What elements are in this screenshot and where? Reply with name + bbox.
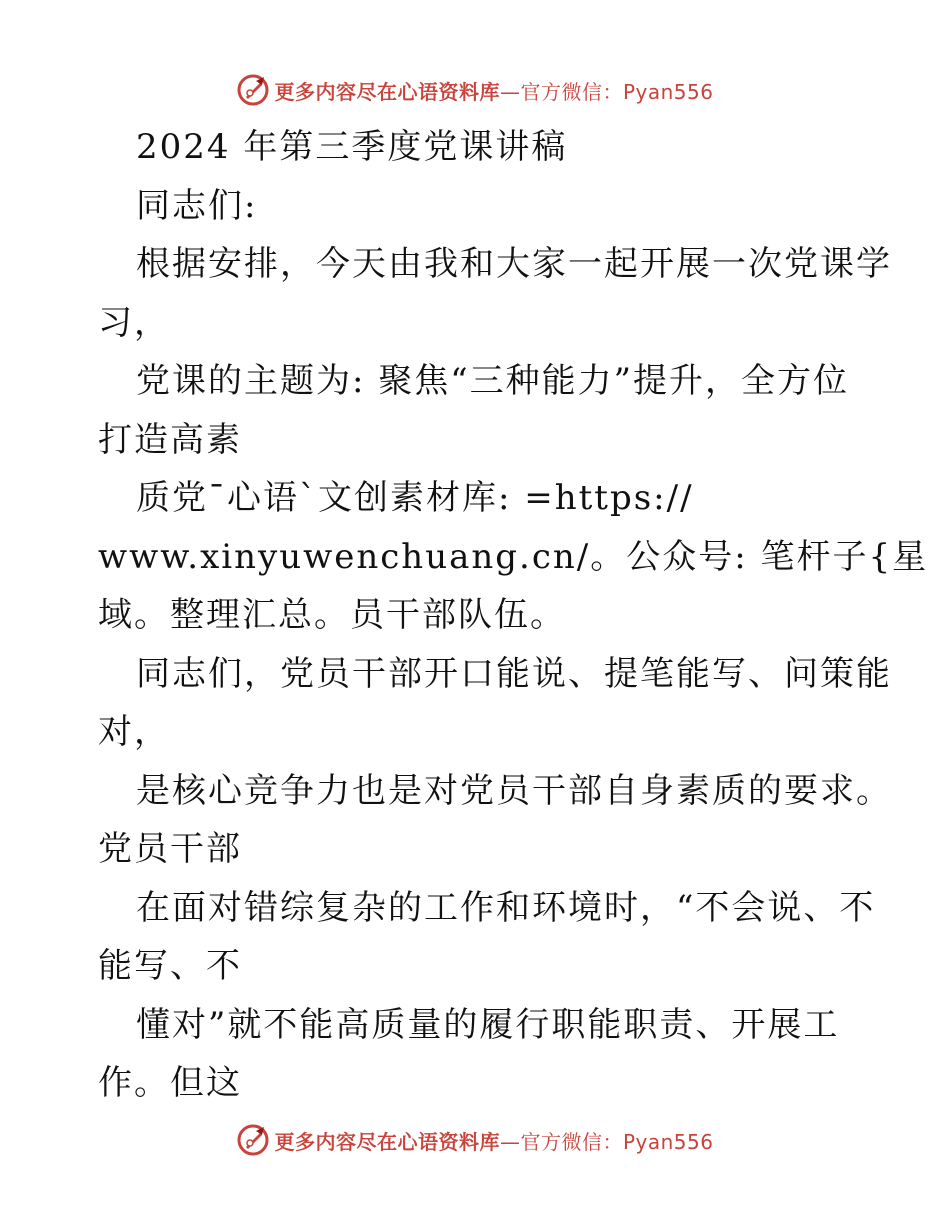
paragraph-line: 能写、不 xyxy=(98,946,242,986)
paragraph-line: 域。整理汇总。员干部队伍。 xyxy=(98,595,566,635)
paragraph-line: 是核心竞争力也是对党员干部自身素质的要求。 xyxy=(136,770,892,811)
document-body xyxy=(98,118,929,1113)
banner-sep: — xyxy=(499,79,521,104)
banner-main: 更多内容尽在心语资料库 xyxy=(274,79,500,104)
paragraph-line: 党员干部 xyxy=(98,829,242,869)
banner-text xyxy=(274,1126,713,1155)
banner-main: 更多内容尽在心语资料库 xyxy=(274,1129,500,1154)
logo-icon xyxy=(236,1123,270,1157)
paragraph-line: 懂对”就不能高质量的履行职能职责、开展工 xyxy=(136,1004,840,1045)
banner-sep: — xyxy=(499,1129,521,1154)
paragraph-line: 根据安排，今天由我和大家一起开展一次党课学 xyxy=(136,244,892,284)
paragraph-line: 习， xyxy=(98,302,170,343)
paragraph-line: 对， xyxy=(98,712,170,752)
doc-title: 2024 年第三季度党课讲稿 xyxy=(136,127,568,167)
logo-icon xyxy=(236,73,270,107)
header-banner xyxy=(0,70,950,110)
paragraph-line: 打造高素 xyxy=(98,419,242,460)
banner-wechat: 官方微信：Pyan556 xyxy=(520,79,714,104)
paragraph-line: www.xinyuwenchuang.cn/。公众号: 笔杆子{星 xyxy=(98,536,929,577)
paragraph-line: 同志们，党员干部开口能说、提笔能写、问策能 xyxy=(136,653,892,694)
paragraph-line: 作。但这 xyxy=(98,1063,242,1103)
footer-banner xyxy=(0,1120,950,1160)
paragraph-line: 同志们: xyxy=(136,185,258,226)
banner-wechat: 官方微信：Pyan556 xyxy=(520,1129,714,1154)
paragraph-line: 质党¯心语`文创素材库: =https:// xyxy=(136,478,694,518)
banner-text xyxy=(274,76,713,105)
paragraph-line: 党课的主题为: 聚焦“三种能力”提升，全方位 xyxy=(136,361,850,401)
paragraph-line: 在面对错综复杂的工作和环境时，“不会说、不 xyxy=(136,887,876,928)
